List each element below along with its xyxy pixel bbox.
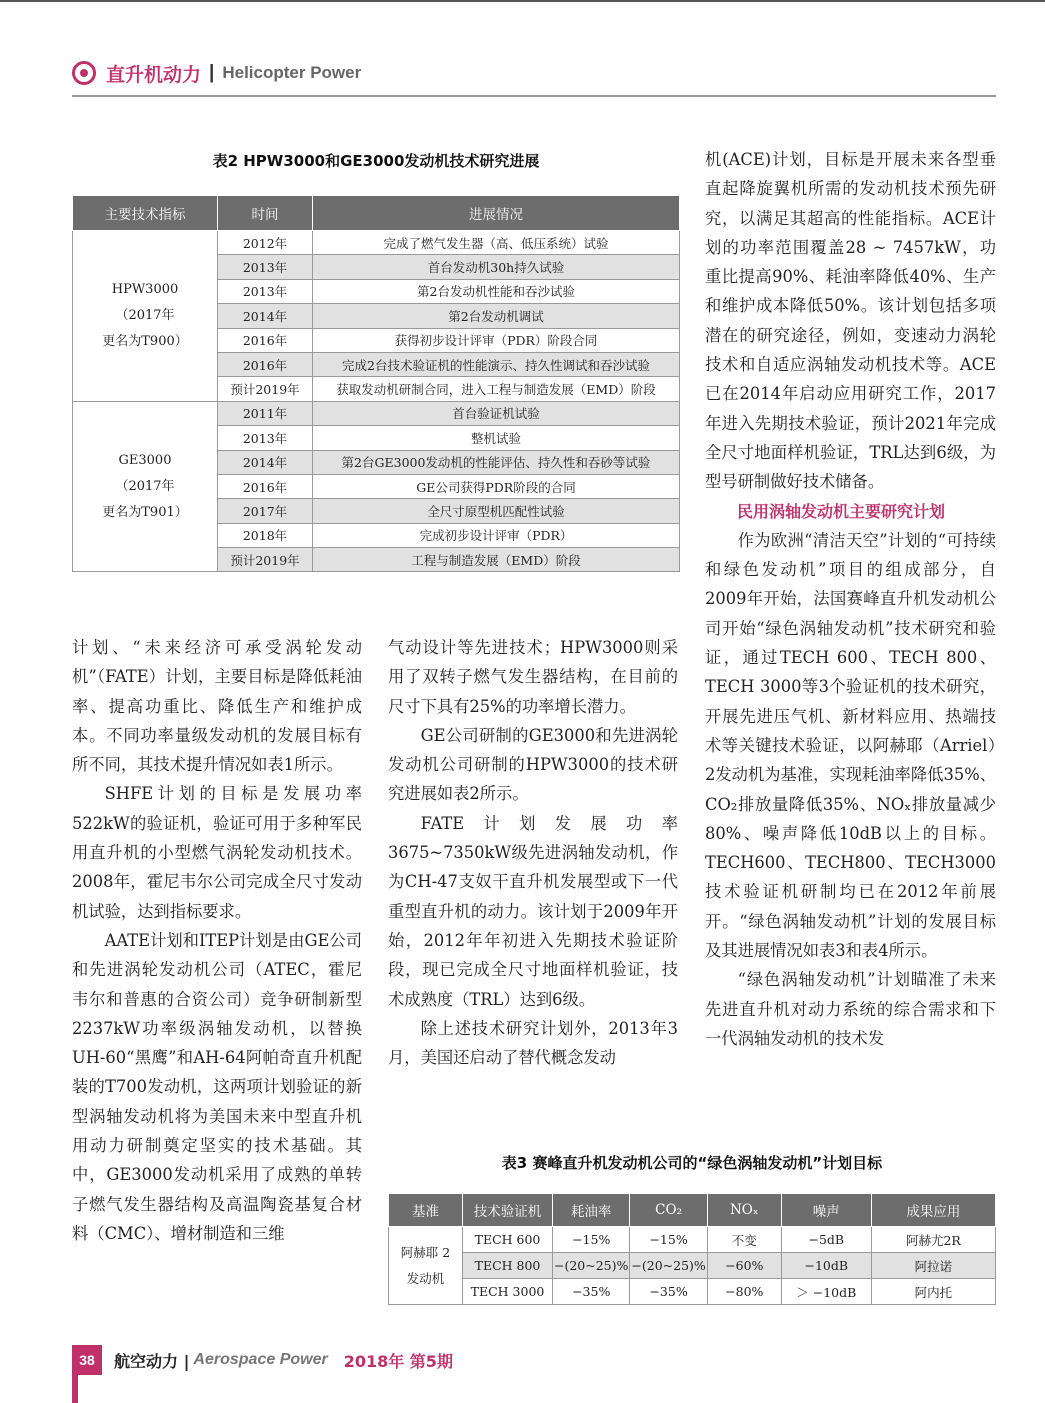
- paragraph: GE公司研制的GE3000和先进涡轮发动机公司研制的HPW3000的技术研究进展如表2所示。: [388, 725, 678, 804]
- table-cell: −35%: [553, 1279, 630, 1305]
- table-cell: 预计2019年: [218, 377, 313, 401]
- table-cell: 2018年: [218, 523, 313, 547]
- table2-header: 时间: [218, 196, 313, 231]
- header-title-en: Helicopter Power: [222, 63, 362, 82]
- footer-journal-en: Aerospace Power: [193, 1351, 328, 1368]
- table3-header: 成果应用: [871, 1194, 995, 1227]
- page-number: 38: [72, 1345, 102, 1375]
- table3-header: 基准: [389, 1194, 463, 1227]
- table-cell: 获得初步设计评审（PDR）阶段合同: [313, 328, 680, 352]
- text-column-3: [705, 145, 996, 1053]
- table-cell: 2016年: [218, 352, 313, 376]
- table-cell: 完成了燃气发生器（高、低压系统）试验: [313, 231, 680, 255]
- footer-issue: 2018年 第5期: [343, 1351, 453, 1371]
- table3-header: 噪声: [781, 1194, 871, 1227]
- paragraph: FATE计划发展功率3675~7350kW级先进涡轴发动机，作为CH-47支奴干直升机发展型或下一代重型直升机的动力。该计划于2009年开始，2012年年初进入先期技术验证阶段，现已完成全尺寸地面样机验证，技术成熟度（TRL）达到6级。: [388, 813, 678, 1009]
- table3-header: CO₂: [630, 1194, 707, 1227]
- table-cell: −(20~25)%: [630, 1253, 707, 1279]
- table-cell: 全尺寸原型机匹配性试验: [313, 499, 680, 523]
- table3-caption: 表3 赛峰直升机发动机公司的“绿色涡轴发动机”计划目标: [501, 1154, 883, 1172]
- table-cell: 2013年: [218, 255, 313, 279]
- table2-header: 主要技术指标: [73, 196, 218, 231]
- table-cell: GE公司获得PDR阶段的合同: [313, 474, 680, 498]
- journal-logo-icon: [72, 61, 96, 85]
- table-cell: 阿内托: [871, 1279, 995, 1305]
- footer-journal-cn: 航空动力 |: [114, 1351, 190, 1371]
- table-cell: 2014年: [218, 450, 313, 474]
- paragraph: “绿色涡轴发动机”计划瞄准了未来先进直升机对动力系统的综合需求和下一代涡轴发动机的技术发: [705, 970, 996, 1048]
- text-column-2: [388, 633, 678, 1072]
- engine-cell: HPW3000 （2017年 更名为T900）: [73, 231, 218, 402]
- table-cell: TECH 3000: [463, 1279, 553, 1305]
- table2-header: 进展情况: [313, 196, 680, 231]
- table-cell: 完成初步设计评审（PDR）: [313, 523, 680, 547]
- table2-caption: 表2 HPW3000和GE3000发动机技术研究进展: [212, 152, 540, 170]
- paragraph: AATE计划和ITEP计划是由GE公司和先进涡轮发动机公司（ATEC，霍尼韦尔和普惠的合资公司）竞争研制新型2237kW功率级涡轴发动机，以替换UH-60“黑鹰”和AH-64阿帕奇直升机配装的T700发动机，这两项计划验证的新型涡轴发动机将为美国未来中型直升机用动力研制奠定坚实的技术基础。其中，GE3000发动机采用了成熟的单转子燃气发生器结构及高温陶瓷基复合材料（CMC）、增材制造和三维: [72, 930, 362, 1243]
- table-cell: −80%: [707, 1279, 781, 1305]
- header-rule: [72, 95, 996, 97]
- table-cell: −15%: [553, 1227, 630, 1253]
- table-cell: 获取发动机研制合同，进入工程与制造发展（EMD）阶段: [313, 377, 680, 401]
- table-cell: 2016年: [218, 328, 313, 352]
- paragraph: 作为欧洲“清洁天空”计划的“可持续和绿色发动机”项目的组成部分，自2009年开始，法国赛峰直升机发动机公司开始“绿色涡轴发动机”技术研究和验证，通过TECH 600、TECH 800、TECH 3000等3个验证机的技术研究，开展先进压气机、新材料应用、热端技术等关键技术验证，以阿赫耶（Arriel）2发动机为基准，实现耗油率降低35%、CO₂排放量降低35%、NOₓ排放量减少80%、噪声降低10dB以上的目标。TECH600、TECH800、TECH3000技术验证机研制均已在2012年前展开。“绿色涡轴发动机”计划的发展目标及其进展情况如表3和表4所示。: [705, 530, 996, 961]
- table-cell: TECH 800: [463, 1253, 553, 1279]
- table-cell: 首台验证机试验: [313, 401, 680, 425]
- section-heading: 民用涡轴发动机主要研究计划: [737, 501, 946, 521]
- table-cell: −35%: [630, 1279, 707, 1305]
- table-cell: 阿赫尤2R: [871, 1227, 995, 1253]
- table-cell: −15%: [630, 1227, 707, 1253]
- paragraph: 除上述技术研究计划外，2013年3月，美国还启动了替代概念发动: [388, 1018, 678, 1068]
- table-cell: 2013年: [218, 279, 313, 303]
- engine-cell: GE3000 （2017年 更名为T901）: [73, 401, 218, 572]
- journal-header: [72, 58, 361, 88]
- table3: [388, 1193, 996, 1305]
- paragraph: 气动设计等先进技术；HPW3000则采用了双转子燃气发生器结构，在目前的尺寸下具有25%的功率增长潜力。: [388, 638, 678, 716]
- table-cell: 2017年: [218, 499, 313, 523]
- table-cell: −5dB: [781, 1227, 871, 1253]
- paragraph: 计划、“未来经济可承受涡轮发动机”（FATE）计划，主要目标是降低耗油率、提高功重比、降低生产和维护成本。不同功率量级发动机的发展目标有所不同，其技术提升情况如表1所示。: [72, 638, 362, 775]
- table-cell: −(20~25)%: [553, 1253, 630, 1279]
- base-engine-cell: 阿赫耶 2 发动机: [389, 1227, 463, 1305]
- table-cell: 2012年: [218, 231, 313, 255]
- table-cell: 不变: [707, 1227, 781, 1253]
- table-cell: 2014年: [218, 304, 313, 328]
- header-title-cn: 直升机动力: [106, 63, 202, 86]
- table-cell: 预计2019年: [218, 548, 313, 572]
- table-cell: 第2台发动机性能和吞沙试验: [313, 279, 680, 303]
- table-cell: 第2台发动机调试: [313, 304, 680, 328]
- table2: [72, 195, 680, 572]
- text-column-1: [72, 633, 362, 1248]
- table3-header: NOₓ: [707, 1194, 781, 1227]
- top-border: [0, 0, 1045, 2]
- table-cell: 第2台GE3000发动机的性能评估、持久性和吞砂等试验: [313, 450, 680, 474]
- table-cell: −60%: [707, 1253, 781, 1279]
- page-footer: [72, 1345, 453, 1375]
- table3-header: 技术验证机: [463, 1194, 553, 1227]
- paragraph: SHFE计划的目标是发展功率522kW的验证机，验证可用于多种军民用直升机的小型燃气涡轮发动机技术。2008年，霍尼韦尔公司完成全尺寸发动机试验，达到指标要求。: [72, 784, 362, 921]
- table-cell: 2011年: [218, 401, 313, 425]
- table3-header: 耗油率: [553, 1194, 630, 1227]
- table-cell: 2013年: [218, 426, 313, 450]
- table-cell: TECH 600: [463, 1227, 553, 1253]
- table-cell: 整机试验: [313, 426, 680, 450]
- table-cell: ＞ −10dB: [781, 1279, 871, 1305]
- table-cell: 2016年: [218, 474, 313, 498]
- table-cell: 工程与制造发展（EMD）阶段: [313, 548, 680, 572]
- footer-accent-bar: [72, 1375, 78, 1403]
- table-cell: 阿拉诺: [871, 1253, 995, 1279]
- table-cell: 首台发动机30h持久试验: [313, 255, 680, 279]
- header-separator: |: [209, 62, 215, 83]
- table-cell: −10dB: [781, 1253, 871, 1279]
- table-cell: 完成2台技术验证机的性能演示、持久性调试和吞沙试验: [313, 352, 680, 376]
- paragraph: 机(ACE)计划，目标是开展未来各型垂直起降旋翼机所需的发动机技术预先研究，以满足其超高的性能指标。ACE计划的功率范围覆盖28 ~ 7457kW，功重比提高90%、耗油率降低40%、生产和维护成本降低50%。该计划包括多项潜在的研究途径，例如，变速动力涡轮技术和自适应涡轴发动机技术等。ACE已在2014年启动应用研究工作，2017年进入先期技术验证，预计2021年完成全尺寸地面样机验证，TRL达到6级，为型号研制做好技术储备。: [705, 150, 996, 492]
